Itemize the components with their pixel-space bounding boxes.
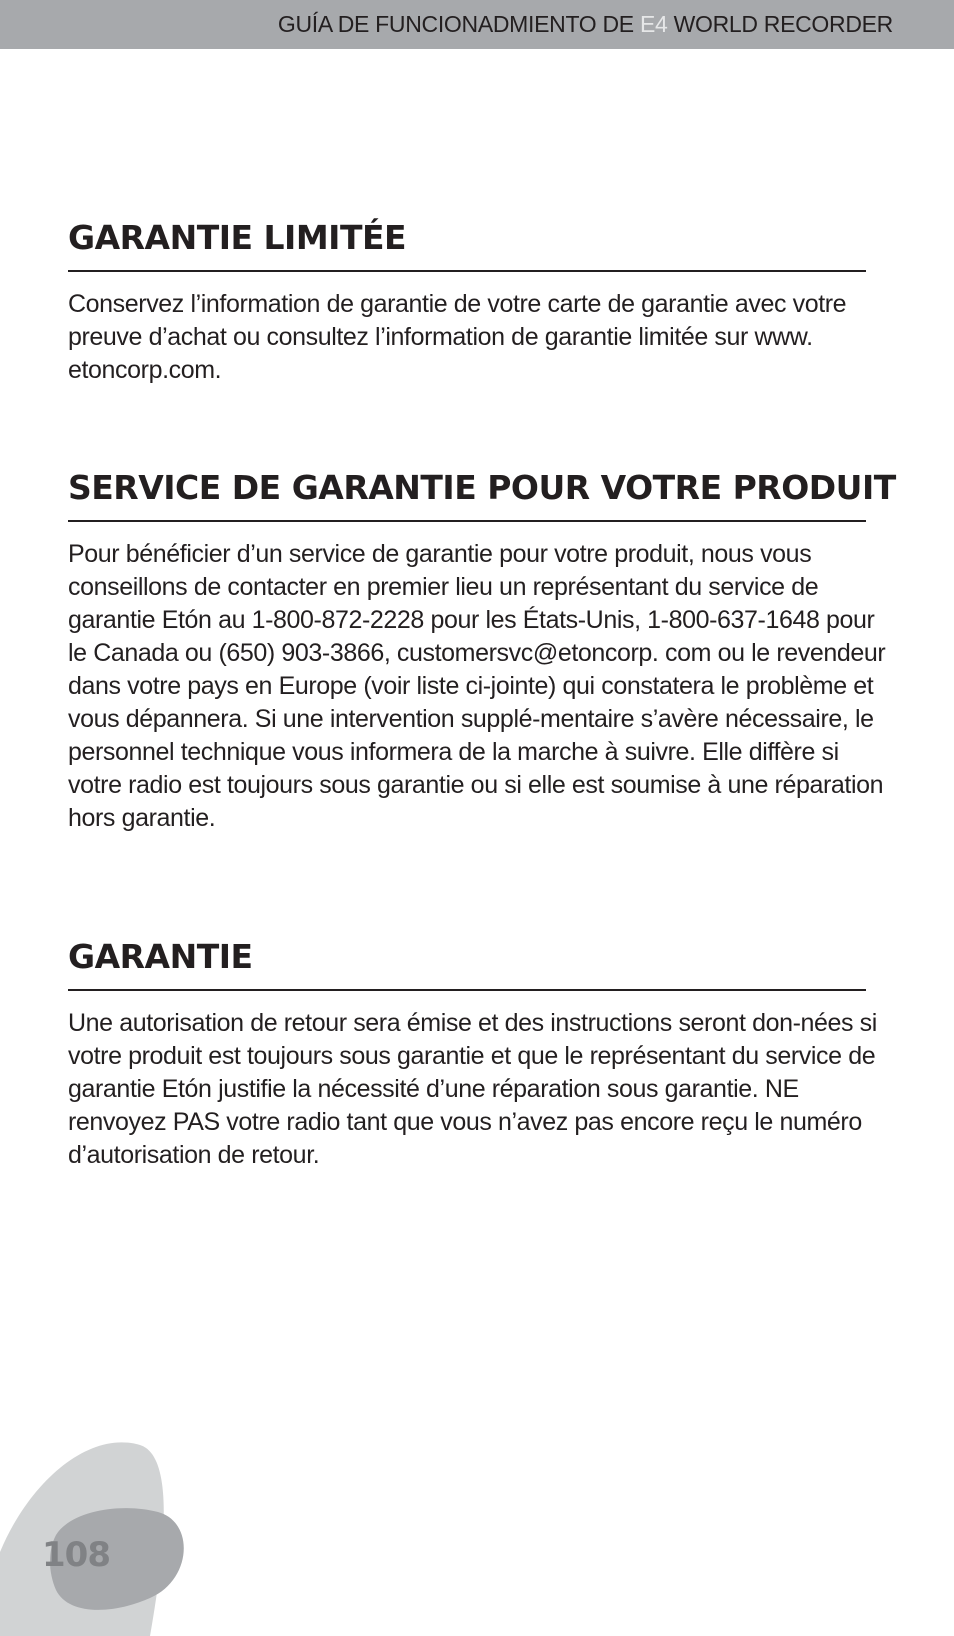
section-garantie-limitee: [68, 218, 868, 387]
header-model: E4: [639, 11, 668, 37]
page-number: 108: [42, 1535, 110, 1575]
header-title: [278, 11, 893, 38]
section-body: Pour bénéficier d’un service de garantie pour votre produit, nous vous conseillons de contacter en premier lieu un représentant du service de garantie Etón au 1-800-872-2228 pour les États-Unis, 1-800-637-1648 pour le Canada ou (650) 903-3866, customersvc@etoncorp. com ou le revendeur dans votre pays en Europe (voir liste ci-jointe) qui constatera le problème et vous dépannera. Si une intervention supplé-mentaire s’avère nécessaire, le personnel technique vous informera de la marche à suivre. Elle diffère si votre radio est toujours sous garantie ou si elle est soumise à une réparation hors garantie.: [68, 540, 886, 832]
section-garantie: [68, 937, 877, 1172]
section-service-de-garantie: [68, 468, 896, 835]
section-title: SERVICE DE GARANTIE POUR VOTRE PRODUIT: [68, 468, 866, 522]
section-title: GARANTIE: [68, 937, 866, 991]
header-band: [0, 0, 954, 49]
section-body: Conservez l’information de garantie de votre carte de garantie avec votre preuve d’achat ou consultez l’information de garantie limitée sur www. etoncorp.com.: [68, 290, 847, 384]
section-title: GARANTIE LIMITÉE: [68, 218, 866, 272]
header-prefix: GUÍA DE FUNCIONADMIENTO DE: [277, 11, 640, 37]
section-body: Une autorisation de retour sera émise et des instructions seront don-nées si votre produit est toujours sous garantie et que le représentant du service de garantie Etón justifie la nécessité d’une réparation sous garantie. NE renvoyez PAS votre radio tant que vous n’avez pas encore reçu le numéro d’autorisation de retour.: [68, 1009, 877, 1169]
header-suffix: WORLD RECORDER: [667, 11, 893, 37]
